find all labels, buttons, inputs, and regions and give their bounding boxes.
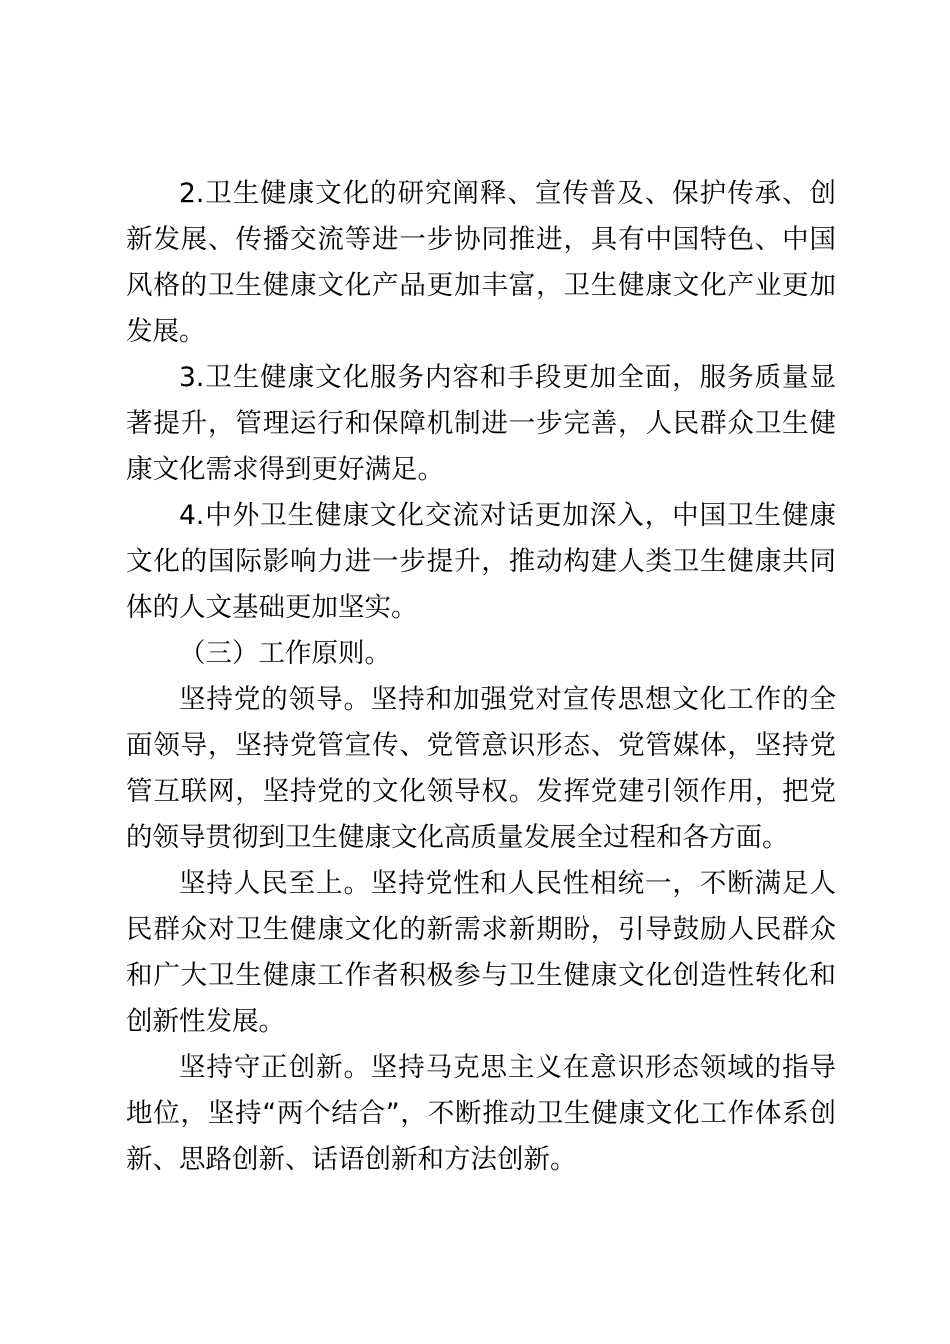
paragraph-goal-3: 3.卫生健康文化服务内容和手段更加全面，服务质量显著提升，管理运行和保障机制进一步完善，人民群众卫生健康文化需求得到更好满足。: [126, 362, 836, 485]
document-body: [126, 171, 836, 1183]
paragraph-goal-4: 4.中外卫生健康文化交流对话更加深入，中国卫生健康文化的国际影响力进一步提升，推动构建人类卫生健康共同体的人文基础更加坚实。: [126, 500, 836, 623]
paragraph-people-first: 坚持人民至上。坚持党性和人民性相统一，不断满足人民群众对卫生健康文化的新需求新期盼，引导鼓励人民群众和广大卫生健康工作者积极参与卫生健康文化创造性转化和创新性发展。: [126, 868, 836, 1037]
paragraph-innovation: 坚持守正创新。坚持马克思主义在意识形态领域的指导地位，坚持“两个结合”，不断推动卫生健康文化工作体系创新、思路创新、话语创新和方法创新。: [126, 1052, 836, 1175]
paragraph-goal-2: 2.卫生健康文化的研究阐释、宣传普及、保护传承、创新发展、传播交流等进一步协同推进，具有中国特色、中国风格的卫生健康文化产品更加丰富，卫生健康文化产业更加发展。: [126, 178, 836, 347]
section-heading-principles: （三）工作原则。: [179, 638, 391, 669]
paragraph-party-leadership: 坚持党的领导。坚持和加强党对宣传思想文化工作的全面领导，坚持党管宣传、党管意识形态、党管媒体，坚持党管互联网，坚持党的文化领导权。发挥党建引领作用，把党的领导贯彻到卫生健康文化高质量发展全过程和各方面。: [126, 684, 836, 853]
